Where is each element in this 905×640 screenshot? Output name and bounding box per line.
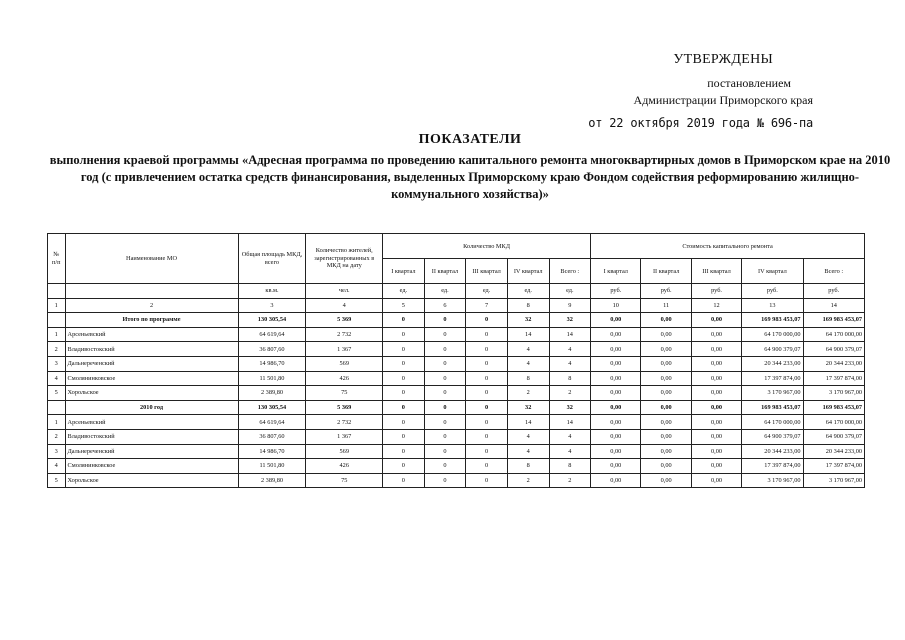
mkd-q4-cell: 2 [507, 386, 549, 401]
approval-date-number: от 22 октября 2019 года № 696-па [588, 116, 813, 130]
mkd-q4-cell: 2 [507, 473, 549, 488]
approval-resolution: постановлением [707, 76, 791, 90]
cost-q2-cell: 0,00 [641, 459, 691, 474]
area-cell: 11 501,80 [238, 459, 306, 474]
cost-q4-cell: 20 344 233,00 [742, 444, 803, 459]
mkd-q3-cell: 0 [466, 342, 508, 357]
area-cell: 130 305,54 [238, 400, 306, 415]
column-number: 11 [641, 298, 691, 313]
municipality-name: Владивостокский [65, 342, 238, 357]
cost-q1-cell: 0,00 [591, 459, 641, 474]
mkd-q2-cell: 0 [424, 342, 466, 357]
cost-q4-cell: 3 170 967,00 [742, 473, 803, 488]
residents-cell: 2 732 [306, 415, 383, 430]
table-row [48, 473, 865, 488]
mkd-q3-cell: 0 [466, 473, 508, 488]
mkd-q1-cell: 0 [383, 386, 425, 401]
residents-cell: 5 369 [306, 313, 383, 328]
mkd-q3-cell: 0 [466, 459, 508, 474]
cost-total-cell: 169 983 453,07 [803, 400, 864, 415]
mkd-total-cell: 4 [549, 356, 591, 371]
mkd-total-cell: 14 [549, 327, 591, 342]
row-number: 3 [48, 356, 66, 371]
cost-q4-cell: 64 900 379,07 [742, 429, 803, 444]
mkd-q4-cell: 4 [507, 342, 549, 357]
cost-q1-cell: 0,00 [591, 444, 641, 459]
approval-heading: УТВЕРЖДЕНЫ [673, 52, 773, 67]
area-cell: 2 389,80 [238, 386, 306, 401]
unit-cell: ед. [507, 284, 549, 299]
column-number: 6 [424, 298, 466, 313]
column-number: 4 [306, 298, 383, 313]
municipality-name: 2010 год [65, 400, 238, 415]
mkd-total-cell: 4 [549, 444, 591, 459]
mkd-q2-cell: 0 [424, 415, 466, 430]
mkd-q1-cell: 0 [383, 313, 425, 328]
cost-total-cell: 64 900 379,07 [803, 342, 864, 357]
mkd-q3-cell: 0 [466, 327, 508, 342]
residents-cell: 426 [306, 459, 383, 474]
unit-cell: ед. [549, 284, 591, 299]
table-row [48, 429, 865, 444]
column-number: 14 [803, 298, 864, 313]
cost-q3-cell: 0,00 [691, 415, 741, 430]
header-area: Общая площадь МКД, всего [238, 234, 306, 284]
mkd-q2-cell: 0 [424, 371, 466, 386]
row-number: 3 [48, 444, 66, 459]
column-numbers-row [48, 298, 865, 313]
cost-q2-cell: 0,00 [641, 371, 691, 386]
cost-q3-cell: 0,00 [691, 313, 741, 328]
residents-cell: 1 367 [306, 342, 383, 357]
column-number: 7 [466, 298, 508, 313]
cost-q2-cell: 0,00 [641, 356, 691, 371]
area-cell: 64 619,64 [238, 327, 306, 342]
unit-cell: ед. [383, 284, 425, 299]
mkd-total-cell: 4 [549, 429, 591, 444]
header-mkd-q2: II квартал [424, 259, 466, 284]
mkd-q1-cell: 0 [383, 459, 425, 474]
header-cost-q3: III квартал [691, 259, 741, 284]
cost-q4-cell: 20 344 233,00 [742, 356, 803, 371]
column-number: 5 [383, 298, 425, 313]
cost-total-cell: 20 344 233,00 [803, 356, 864, 371]
mkd-q4-cell: 14 [507, 327, 549, 342]
table-row [48, 356, 865, 371]
table-row [48, 342, 865, 357]
header-name: Наименование МО [65, 234, 238, 284]
table-row [48, 371, 865, 386]
area-cell: 64 619,64 [238, 415, 306, 430]
residents-cell: 5 369 [306, 400, 383, 415]
mkd-q2-cell: 0 [424, 356, 466, 371]
header-cost-total: Всего : [803, 259, 864, 284]
mkd-q3-cell: 0 [466, 415, 508, 430]
header-cost-group: Стоимость капитального ремонта [591, 234, 865, 259]
mkd-q1-cell: 0 [383, 342, 425, 357]
cost-q4-cell: 3 170 967,00 [742, 386, 803, 401]
cost-q1-cell: 0,00 [591, 371, 641, 386]
cost-q2-cell: 0,00 [641, 473, 691, 488]
area-cell: 36 807,60 [238, 342, 306, 357]
unit-cell: руб. [742, 284, 803, 299]
cost-q1-cell: 0,00 [591, 386, 641, 401]
cost-q2-cell: 0,00 [641, 327, 691, 342]
cost-q1-cell: 0,00 [591, 429, 641, 444]
cost-q2-cell: 0,00 [641, 313, 691, 328]
residents-cell: 569 [306, 356, 383, 371]
cost-q1-cell: 0,00 [591, 473, 641, 488]
mkd-q2-cell: 0 [424, 429, 466, 444]
mkd-q1-cell: 0 [383, 473, 425, 488]
table-row [48, 327, 865, 342]
row-number: 2 [48, 342, 66, 357]
mkd-q4-cell: 8 [507, 459, 549, 474]
unit-cell: руб. [803, 284, 864, 299]
cost-q2-cell: 0,00 [641, 400, 691, 415]
row-number: 1 [48, 327, 66, 342]
unit-cell: кв.м. [238, 284, 306, 299]
mkd-q1-cell: 0 [383, 327, 425, 342]
row-number: 2 [48, 429, 66, 444]
approval-authority: Администрации Приморского края [633, 93, 813, 107]
mkd-q1-cell: 0 [383, 444, 425, 459]
header-row-1 [48, 234, 865, 259]
units-row [48, 284, 865, 299]
cost-total-cell: 64 170 000,00 [803, 327, 864, 342]
residents-cell: 1 367 [306, 429, 383, 444]
municipality-name: Дальнереченский [65, 356, 238, 371]
cost-total-cell: 64 170 000,00 [803, 415, 864, 430]
mkd-q2-cell: 0 [424, 327, 466, 342]
mkd-total-cell: 4 [549, 342, 591, 357]
municipality-name: Хорольское [65, 386, 238, 401]
header-mkd-q3: III квартал [466, 259, 508, 284]
column-number: 2 [65, 298, 238, 313]
cost-q2-cell: 0,00 [641, 342, 691, 357]
residents-cell: 75 [306, 473, 383, 488]
residents-cell: 75 [306, 386, 383, 401]
cost-q1-cell: 0,00 [591, 342, 641, 357]
mkd-q4-cell: 14 [507, 415, 549, 430]
column-number: 9 [549, 298, 591, 313]
mkd-q3-cell: 0 [466, 429, 508, 444]
cost-q4-cell: 169 983 453,07 [742, 313, 803, 328]
mkd-q2-cell: 0 [424, 459, 466, 474]
cost-total-cell: 3 170 967,00 [803, 386, 864, 401]
cost-total-cell: 20 344 233,00 [803, 444, 864, 459]
residents-cell: 426 [306, 371, 383, 386]
cost-q3-cell: 0,00 [691, 400, 741, 415]
table-total-row [48, 313, 865, 328]
document-subtitle: выполнения краевой программы «Адресная программа по проведению капитального ремонта многоквартирных домов в Приморском крае на 2010 год (с привлечением остатка средств финансирования, выделенных Приморскому краю Фондом содействия реформированию жилищно-коммунального хозяйства)» [49, 153, 891, 201]
row-number: 4 [48, 459, 66, 474]
mkd-total-cell: 8 [549, 371, 591, 386]
cost-total-cell: 3 170 967,00 [803, 473, 864, 488]
cost-q4-cell: 64 170 000,00 [742, 327, 803, 342]
table-row [48, 386, 865, 401]
header-cost-q1: I квартал [591, 259, 641, 284]
column-number: 13 [742, 298, 803, 313]
unit-cell: руб. [691, 284, 741, 299]
header-cost-q2: II квартал [641, 259, 691, 284]
column-number: 3 [238, 298, 306, 313]
cost-q4-cell: 64 900 379,07 [742, 342, 803, 357]
cost-q3-cell: 0,00 [691, 429, 741, 444]
unit-cell: чел. [306, 284, 383, 299]
row-number: 4 [48, 371, 66, 386]
cost-q4-cell: 17 397 874,00 [742, 459, 803, 474]
table-body [48, 313, 865, 488]
mkd-total-cell: 14 [549, 415, 591, 430]
mkd-q4-cell: 4 [507, 429, 549, 444]
area-cell: 130 305,54 [238, 313, 306, 328]
unit-cell: ед. [466, 284, 508, 299]
municipality-name: Дальнереченский [65, 444, 238, 459]
row-number: 5 [48, 386, 66, 401]
cost-q3-cell: 0,00 [691, 473, 741, 488]
column-number: 8 [507, 298, 549, 313]
area-cell: 11 501,80 [238, 371, 306, 386]
cost-q2-cell: 0,00 [641, 415, 691, 430]
cost-total-cell: 17 397 874,00 [803, 371, 864, 386]
table-row [48, 459, 865, 474]
municipality-name: Владивостокский [65, 429, 238, 444]
cost-q4-cell: 64 170 000,00 [742, 415, 803, 430]
mkd-total-cell: 2 [549, 473, 591, 488]
municipality-name: Смолянинковское [65, 459, 238, 474]
mkd-q2-cell: 0 [424, 473, 466, 488]
area-cell: 2 389,80 [238, 473, 306, 488]
mkd-total-cell: 2 [549, 386, 591, 401]
column-number: 10 [591, 298, 641, 313]
residents-cell: 2 732 [306, 327, 383, 342]
municipality-name: Итого по программе [65, 313, 238, 328]
cost-total-cell: 17 397 874,00 [803, 459, 864, 474]
row-number [48, 400, 66, 415]
area-cell: 14 986,70 [238, 356, 306, 371]
unit-cell: ед. [424, 284, 466, 299]
unit-cell: руб. [641, 284, 691, 299]
cost-q3-cell: 0,00 [691, 356, 741, 371]
approval-stamp [583, 52, 813, 130]
mkd-q4-cell: 8 [507, 371, 549, 386]
area-cell: 14 986,70 [238, 444, 306, 459]
cost-q4-cell: 169 983 453,07 [742, 400, 803, 415]
mkd-q3-cell: 0 [466, 400, 508, 415]
row-number [48, 313, 66, 328]
header-mkd-group: Количество МКД [383, 234, 591, 259]
mkd-q3-cell: 0 [466, 313, 508, 328]
mkd-total-cell: 32 [549, 313, 591, 328]
mkd-q3-cell: 0 [466, 444, 508, 459]
unit-cell: руб. [591, 284, 641, 299]
indicators-table [47, 233, 865, 488]
cost-q1-cell: 0,00 [591, 415, 641, 430]
document-title-block [40, 132, 900, 203]
cost-q2-cell: 0,00 [641, 386, 691, 401]
mkd-q2-cell: 0 [424, 444, 466, 459]
table-row [48, 444, 865, 459]
cost-total-cell: 64 900 379,07 [803, 429, 864, 444]
document-heading: ПОКАЗАТЕЛИ [418, 132, 522, 147]
mkd-q3-cell: 0 [466, 371, 508, 386]
residents-cell: 569 [306, 444, 383, 459]
mkd-q4-cell: 32 [507, 400, 549, 415]
mkd-q4-cell: 4 [507, 356, 549, 371]
column-number: 1 [48, 298, 66, 313]
cost-q2-cell: 0,00 [641, 429, 691, 444]
cost-q1-cell: 0,00 [591, 313, 641, 328]
cost-q4-cell: 17 397 874,00 [742, 371, 803, 386]
cost-q1-cell: 0,00 [591, 327, 641, 342]
mkd-q2-cell: 0 [424, 386, 466, 401]
cost-q1-cell: 0,00 [591, 400, 641, 415]
header-residents: Количество жителей, зарегистрированных в МКД на дату [306, 234, 383, 284]
cost-q3-cell: 0,00 [691, 371, 741, 386]
table-total-row [48, 400, 865, 415]
mkd-q1-cell: 0 [383, 400, 425, 415]
mkd-total-cell: 8 [549, 459, 591, 474]
municipality-name: Арсеньевский [65, 415, 238, 430]
unit-cell [48, 284, 66, 299]
cost-q3-cell: 0,00 [691, 327, 741, 342]
header-mkd-q1: I квартал [383, 259, 425, 284]
mkd-q1-cell: 0 [383, 371, 425, 386]
cost-q3-cell: 0,00 [691, 459, 741, 474]
header-num: № п/п [48, 234, 66, 284]
mkd-q1-cell: 0 [383, 429, 425, 444]
mkd-q3-cell: 0 [466, 386, 508, 401]
header-mkd-total: Всего : [549, 259, 591, 284]
table-row [48, 415, 865, 430]
mkd-q4-cell: 4 [507, 444, 549, 459]
cost-q1-cell: 0,00 [591, 356, 641, 371]
mkd-q2-cell: 0 [424, 400, 466, 415]
cost-q3-cell: 0,00 [691, 444, 741, 459]
area-cell: 36 807,60 [238, 429, 306, 444]
mkd-q4-cell: 32 [507, 313, 549, 328]
header-cost-q4: IV квартал [742, 259, 803, 284]
row-number: 5 [48, 473, 66, 488]
municipality-name: Арсеньевский [65, 327, 238, 342]
unit-cell [65, 284, 238, 299]
cost-q3-cell: 0,00 [691, 386, 741, 401]
cost-total-cell: 169 983 453,07 [803, 313, 864, 328]
row-number: 1 [48, 415, 66, 430]
mkd-total-cell: 32 [549, 400, 591, 415]
cost-q3-cell: 0,00 [691, 342, 741, 357]
mkd-q1-cell: 0 [383, 356, 425, 371]
mkd-q1-cell: 0 [383, 415, 425, 430]
mkd-q2-cell: 0 [424, 313, 466, 328]
column-number: 12 [691, 298, 741, 313]
municipality-name: Смолянинковское [65, 371, 238, 386]
header-mkd-q4: IV квартал [507, 259, 549, 284]
mkd-q3-cell: 0 [466, 356, 508, 371]
municipality-name: Хорольское [65, 473, 238, 488]
cost-q2-cell: 0,00 [641, 444, 691, 459]
